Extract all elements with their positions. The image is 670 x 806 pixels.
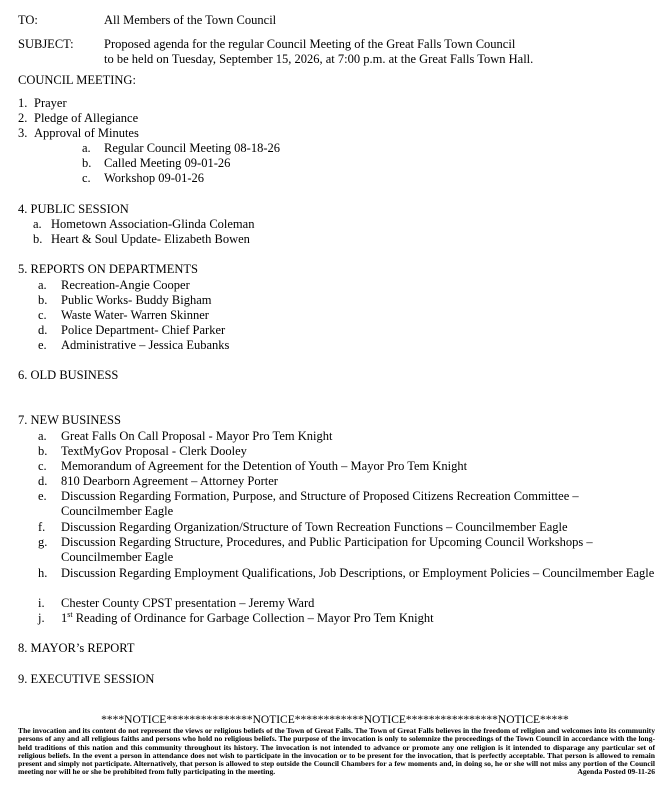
item-text: Discussion Regarding Organization/Structure of Town Recreation Functions – Councilmember Eagle [61,520,568,534]
item-letter: f. [38,520,46,534]
item-number: 1. [18,96,28,110]
item-text: Prayer [34,96,67,110]
old-business-heading: 6. OLD BUSINESS [18,368,119,382]
item-letter: c. [38,308,47,322]
item-number: 2. [18,111,28,125]
item-letter: b. [82,156,92,170]
item-letter: d. [38,323,48,337]
item-letter: a. [38,278,47,292]
new-business-item [38,535,653,565]
notice-text: The invocation and its content do not represent the views or religious beliefs of the Town of Great Falls. The Town of Great Falls believes in the freedom of religion and welcomes into its community persons of any and all religious faiths and persons who hold no religious beliefs. The purpose of the invocation is only to solemnize the proceedings of the Town Council in accordance with the long-held traditions of this nation and this community throughout its history. The invocation is not intended to advance or promote any one religion is it intended to disparage any particular set of religious beliefs. In the event a person in attendance does not wish to participate in the invocation or to be present for the invocation, that is perfectly acceptable. That person is allowed to remain present and simply not participate. Alternatively, that person is allowed to step outside the Council Chambers for a few moments and, in doing so, he or she will not miss any portion of the Council meeting nor will he or she be prohibited from fully participating in the meeting. [18,726,655,777]
item-text: Police Department- Chief Parker [61,323,226,337]
item-text: Discussion Regarding Structure, Procedures, and Public Participation for Upcoming Council Workshops – Councilmember Eagle [61,535,593,564]
item-letter: b. [38,293,48,307]
item-text: 810 Dearborn Agreement – Attorney Porter [61,474,278,488]
item-text: Regular Council Meeting 08-18-26 [104,141,281,155]
item-text: Called Meeting 09-01-26 [104,156,231,170]
public-session-heading: 4. PUBLIC SESSION [18,202,129,216]
to-value: All Members of the Town Council [104,13,277,27]
item-text: Heart & Soul Update- Elizabeth Bowen [51,232,250,246]
subject-line-1: Proposed agenda for the regular Council Meeting of the Great Falls Town Council [104,37,516,51]
item-number: 3. [18,126,28,140]
item-letter: c. [82,171,91,185]
to-label: TO: [18,13,38,27]
item-text: Memorandum of Agreement for the Detention of Youth – Mayor Pro Tem Knight [61,459,468,473]
executive-session-heading: 9. EXECUTIVE SESSION [18,672,155,686]
item-letter: a. [33,217,42,231]
item-text: Discussion Regarding Employment Qualifications, Job Descriptions, or Employment Policies – Councilmember Eagle [61,566,655,580]
item-text: Administrative – Jessica Eubanks [61,338,230,352]
ordinal-number: 1 [61,611,68,625]
item-letter: b. [33,232,43,246]
subject-label: SUBJECT: [18,37,74,51]
ordinal-suffix: st [67,609,73,619]
item-text-rest: Reading of Ordinance for Garbage Collection – Mayor Pro Tem Knight [72,611,434,625]
item-text: Workshop 09-01-26 [104,171,205,185]
item-text: TextMyGov Proposal - Clerk Dooley [61,444,247,458]
item-text: Chester County CPST presentation – Jeremy Ward [61,596,315,610]
item-letter: a. [38,429,47,443]
new-business-item [38,489,653,519]
item-letter: d. [38,474,48,488]
item-text: Public Works- Buddy Bigham [61,293,212,307]
item-letter: a. [82,141,91,155]
reports-heading: 5. REPORTS ON DEPARTMENTS [18,262,199,276]
item-letter: h. [38,566,48,580]
item-letter: b. [38,444,48,458]
item-text: Approval of Minutes [34,126,139,140]
new-business-item [38,566,653,596]
item-text: Recreation-Angie Cooper [61,278,190,292]
item-letter: e. [38,338,47,352]
notice-body [18,727,655,777]
item-letter: g. [38,535,48,549]
item-text [61,611,434,626]
item-letter: i. [38,596,45,610]
item-letter: c. [38,459,47,473]
new-business-heading: 7. NEW BUSINESS [18,413,121,427]
notice-heading: ****NOTICE***************NOTICE************NOTICE****************NOTICE***** [101,714,569,726]
item-text: Hometown Association-Glinda Coleman [51,217,255,231]
item-text: Pledge of Allegiance [34,111,139,125]
mayors-report-heading: 8. MAYOR’s REPORT [18,641,135,655]
item-text: Waste Water- Warren Skinner [61,308,209,322]
item-text: Discussion Regarding Formation, Purpose, and Structure of Proposed Citizens Recreation Committee – Councilmember Eagle [61,489,579,518]
council-meeting-heading: COUNCIL MEETING: [18,73,136,87]
item-letter: e. [38,489,47,503]
item-letter: j. [38,611,45,625]
agenda-posted-date: Agenda Posted 09-11-26 [577,767,655,777]
item-text: Great Falls On Call Proposal - Mayor Pro Tem Knight [61,429,333,443]
subject-line-2: to be held on Tuesday, September 15, 2026, at 7:00 p.m. at the Great Falls Town Hall. [104,52,534,66]
